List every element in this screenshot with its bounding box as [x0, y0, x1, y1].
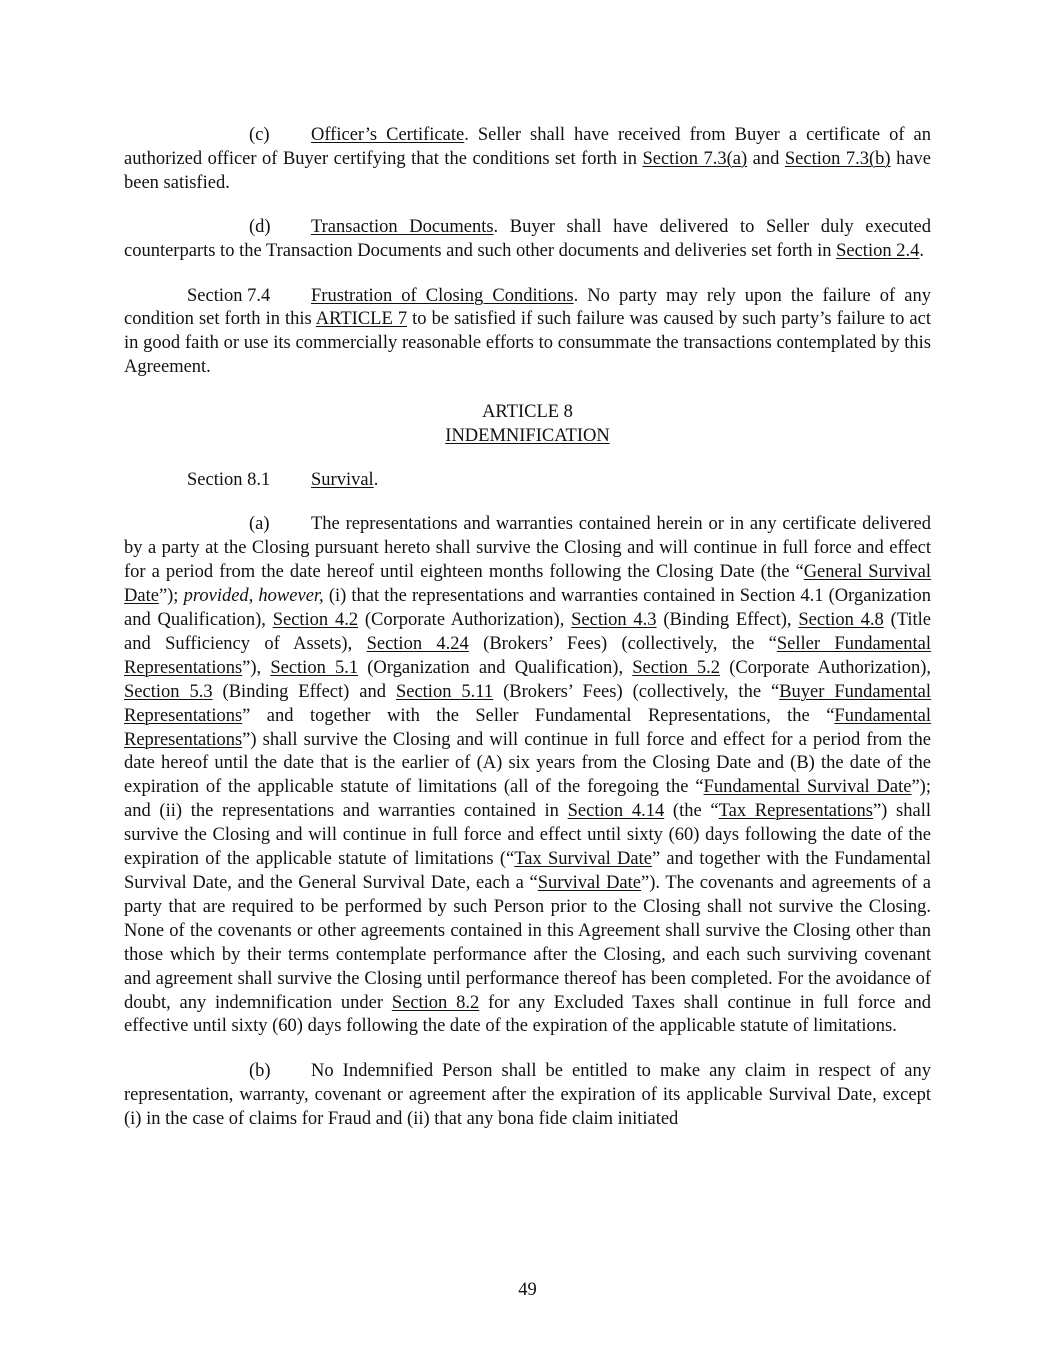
cross-reference: Section 5.2	[632, 657, 721, 678]
section-heading: Survival	[311, 469, 374, 490]
clause-label: (c)	[249, 125, 270, 145]
cross-reference: Section 5.11	[395, 681, 494, 702]
cross-reference: Section 5.1	[270, 657, 359, 678]
section-label: Section 8.1	[187, 469, 271, 490]
proviso: provided, however,	[183, 586, 324, 607]
clause-heading: Transaction Documents	[311, 217, 494, 238]
paragraph-c: (c) Officer’s Certificate. Seller shall have received from Buyer a certificate of an authorized officer of Buyer certifying that the conditions set forth in Section 7.3(a) and Section 7.3(b) have been satisfied.	[124, 125, 931, 193]
paragraph-d: (d) Transaction Documents. Buyer shall have delivered to Seller duly executed counterparts to the Transaction Documents and such other documents and deliveries set forth in Section 2.4.	[124, 217, 931, 262]
section-heading: Frustration of Closing Conditions	[311, 285, 574, 306]
section-label: Section 7.4	[187, 285, 271, 306]
defined-term: Fundamental Representations	[124, 705, 931, 750]
defined-term: Tax Representations	[718, 801, 873, 822]
defined-term: Buyer Fundamental Representations	[124, 681, 931, 726]
cross-reference: Section 8.2	[391, 992, 480, 1013]
clause-label: (a)	[249, 514, 270, 535]
cross-reference: Section 4.8	[798, 610, 884, 630]
document-page	[124, 124, 931, 1132]
defined-term: General Survival Date	[124, 562, 931, 607]
cross-reference: Section 4.3	[571, 610, 657, 630]
defined-term: Seller Fundamental Representations	[124, 633, 931, 678]
defined-term: Tax Survival Date	[514, 849, 652, 870]
article-title: INDEMNIFICATION	[445, 425, 610, 446]
defined-term: Survival Date	[537, 872, 641, 893]
paragraph-b: (b) No Indemnified Person shall be entitled to make any claim in respect of any representation, warranty, covenant or agreement after the expiration of its applicable Survival Date, except (i) in the case of claims for Fraud and (ii) that any bona fide claim initiated	[124, 1060, 931, 1129]
cross-reference: Section 4.24	[366, 633, 469, 654]
cross-reference: Section 2.4	[836, 241, 920, 262]
clause-label: (d)	[249, 217, 271, 238]
section-8-1: Section 8.1 Survival.	[124, 469, 931, 493]
paragraph-a: (a) The representations and warranties contained herein or in any certificate delivered by a party at the Closing pursuant hereto shall survive the Closing and will continue in full force and effect for a period from the date hereof until eighteen months following the Closing Date (the “General Survival Date”); provided, however, (i) that the representations and warranties contained in Section 4.1 (Organization and Qualification), Section 4.2 (Corporate Authorization), Section 4.3 (Binding Effect), Section 4.8 (Title and Sufficiency of Assets), Section 4.24 (Brokers’ Fees) (collectively, the “Seller Fundamental Representations”), Section 5.1 (Organization and Qualification), Section 5.2 (Corporate Authorization), Section 5.3 (Binding Effect) and Section 5.11 (Brokers’ Fees) (collectively, the “Buyer Fundamental Representations” and together with the Seller Fundamental Representations, the “Fundamental Representations”) shall survive the Closing and will continue in full force and effect for a period from the date hereof until the date that is the earlier of (A) six years from the Closing Date and (B) the date of the expiration of the applicable statute of limitations (all of the foregoing the “Fundamental Survival Date”); and (ii) the representations and warranties contained in Section 4.14 (the “Tax Representations”) shall survive the Closing and will continue in full force and effect until sixty (60) days following the date of the expiration of the applicable statute of limitations (“Tax Survival Date” and together with the Fundamental Survival Date, and the General Survival Date, each a “Survival Date”). The covenants and agreements of a party that are required to be performed by such Person prior to the Closing shall not survive the Closing. None of the covenants or other agreements contained in this Agreement shall survive the Closing other than those which by their terms contemplate performance after the Closing, and each such surviving covenant and agreement shall survive the Closing until performance thereof has been completed. For the avoidance of doubt, any indemnification under Section 8.2 for any Excluded Taxes shall continue in full force and effective until sixty (60) days following the date of the expiration of the applicable statute of limitations.	[124, 514, 932, 1037]
article-number: ARTICLE 8	[482, 401, 573, 422]
cross-reference: Section 7.3(b)	[784, 148, 891, 169]
defined-term: Fundamental Survival Date	[703, 777, 912, 798]
section-7-4: Section 7.4 Frustration of Closing Conditions. No party may rely upon the failure of any condition set forth in this ARTICLE 7 to be satisfied if such failure was caused by such party’s failure to act in good faith or use its commercially reasonable efforts to consummate the transactions contemplated by this Agreement.	[124, 285, 931, 378]
clause-heading: Officer’s Certificate	[311, 125, 465, 145]
cross-reference: Section 7.3(a)	[642, 148, 748, 169]
page-number: 49	[518, 1280, 537, 1300]
cross-reference: Section 5.3	[124, 681, 213, 702]
cross-reference: ARTICLE 7	[315, 309, 408, 330]
clause-label: (b)	[249, 1060, 271, 1081]
cross-reference: Section 4.14	[567, 801, 665, 822]
cross-reference: Section 4.2	[272, 610, 359, 630]
